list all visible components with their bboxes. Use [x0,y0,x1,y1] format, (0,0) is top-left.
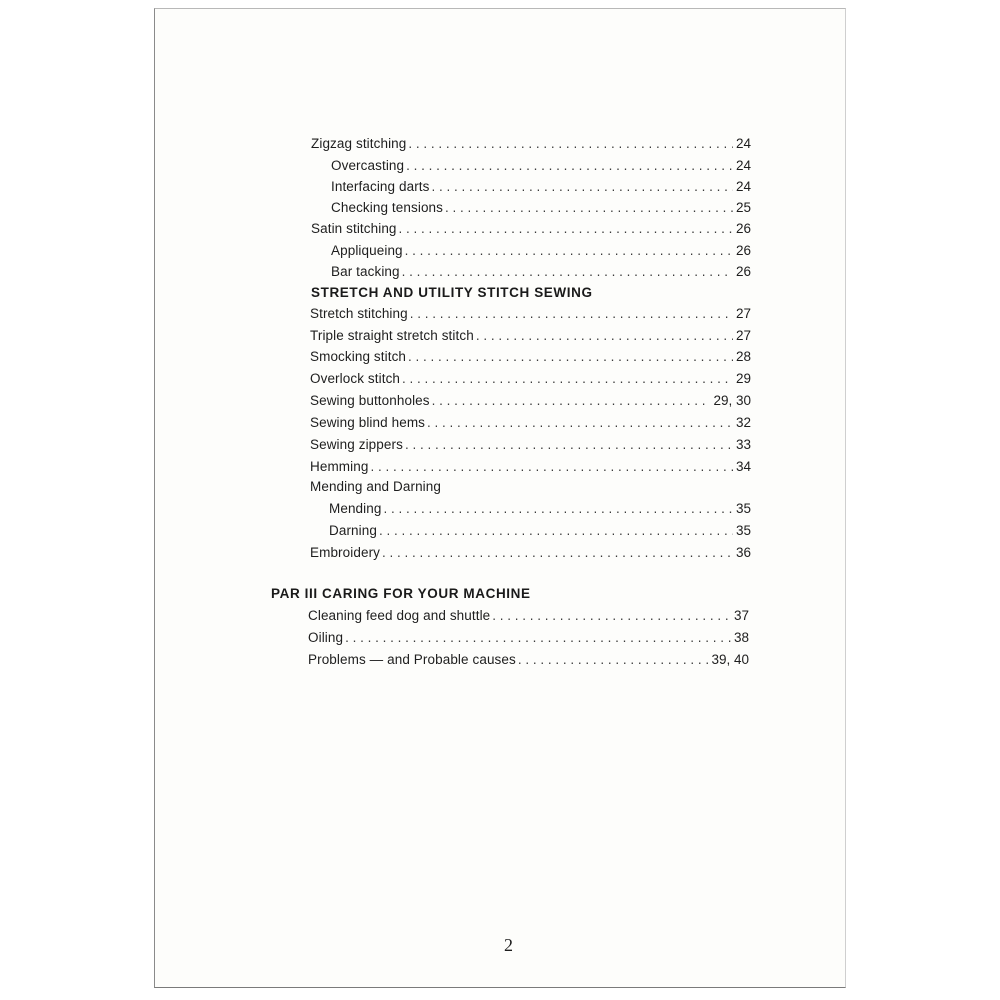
toc-entry [331,200,751,216]
toc-entry-label: Cleaning feed dog and shuttle [308,608,491,623]
section-heading: STRETCH AND UTILITY STITCH SEWING [311,285,593,300]
toc-entry-page: 33 [735,437,751,452]
toc-entry-page: 35 [735,523,751,538]
toc-entry-page: 24 [735,179,751,194]
toc-entry-label: Mending [329,501,382,516]
toc-entry-label: Darning [329,523,377,538]
dot-leader [476,328,733,344]
page-number: 2 [504,935,513,955]
dot-leader [382,545,733,561]
dot-leader [402,264,733,280]
dot-leader [408,136,733,152]
toc-entry-page: 35 [735,501,751,516]
dot-leader [379,523,733,539]
dot-leader [492,608,731,624]
toc-entry-label: Sewing zippers [310,437,403,452]
toc-entry-page: 36 [735,545,751,560]
toc-entry [331,243,751,259]
toc-entry-label: Smocking stitch [310,349,407,364]
dot-leader [384,501,733,517]
dot-leader [345,630,731,646]
dot-leader [405,437,733,453]
toc-entry [310,393,751,409]
toc-entry [310,371,751,387]
toc-entry-page: 37 [733,608,749,623]
toc-entry-page: 24 [735,158,751,173]
toc-entry-page: 27 [735,306,751,321]
document-page [154,8,846,988]
dot-leader [405,243,733,259]
dot-leader [406,158,733,174]
dot-leader [518,652,709,668]
toc-entry-label: Satin stitching [311,221,397,236]
toc-entry [329,523,751,539]
toc-entry [310,437,751,453]
toc-entry-label: Embroidery [310,545,381,560]
dot-leader [370,459,733,475]
toc-entry [310,349,751,365]
toc-entry [310,415,751,431]
toc-entry-page: 26 [735,221,751,236]
toc-entry-page: 26 [735,243,751,258]
toc-entry-label: Hemming [310,459,369,474]
toc-entry-page: 28 [735,349,751,364]
toc-entry-page: 24 [735,136,751,151]
toc-entry-page: 39, 40 [711,652,749,667]
toc-entry [310,328,751,344]
toc-entry [308,608,749,624]
dot-leader [410,306,733,322]
section-heading: PAR III CARING FOR YOUR MACHINE [271,586,531,601]
dot-leader [445,200,733,216]
toc-entry [308,652,749,668]
toc-entry [308,630,749,646]
toc-entry [331,179,751,195]
toc-entry [310,545,751,561]
toc-entry-page: 34 [735,459,751,474]
toc-entry-label: Bar tacking [331,264,400,279]
toc-entry-page: 26 [735,264,751,279]
dot-leader [402,371,733,387]
dot-leader [408,349,733,365]
toc-entry-label: Triple straight stretch stitch [310,328,474,343]
toc-entry-label: Oiling [308,630,344,645]
toc-entry-page: 29, 30 [713,393,751,408]
toc-entry-page: 32 [735,415,751,430]
toc-entry-page: 27 [735,328,751,343]
toc-entry-label: Stretch stitching [310,306,408,321]
toc-entry [331,158,751,174]
toc-entry-label: Zigzag stitching [311,136,407,151]
toc-entry [310,479,751,495]
toc-entry-label: Problems — and Probable causes [308,652,516,667]
toc-entry-label: Checking tensions [331,200,444,215]
toc-entry-label: Interfacing darts [331,179,430,194]
toc-entry [310,306,751,322]
dot-leader [427,415,733,431]
toc-entry [329,501,751,517]
toc-entry [311,136,751,152]
toc-entry-page: 25 [735,200,751,215]
toc-entry-page: 29 [735,371,751,386]
toc-entry-label: Sewing buttonholes [310,393,430,408]
toc-entry-label: Sewing blind hems [310,415,426,430]
dot-leader [399,221,733,237]
toc-entry-label: Overcasting [331,158,405,173]
toc-entry-label: Overlock stitch [310,371,401,386]
toc-entry [331,264,751,280]
toc-entry-page: 38 [733,630,749,645]
toc-entry-label: Mending and Darning [310,479,441,494]
toc-entry [310,459,751,475]
dot-leader [432,179,733,195]
toc-entry-label: Appliqueing [331,243,403,258]
dot-leader [432,393,711,409]
toc-entry [311,221,751,237]
